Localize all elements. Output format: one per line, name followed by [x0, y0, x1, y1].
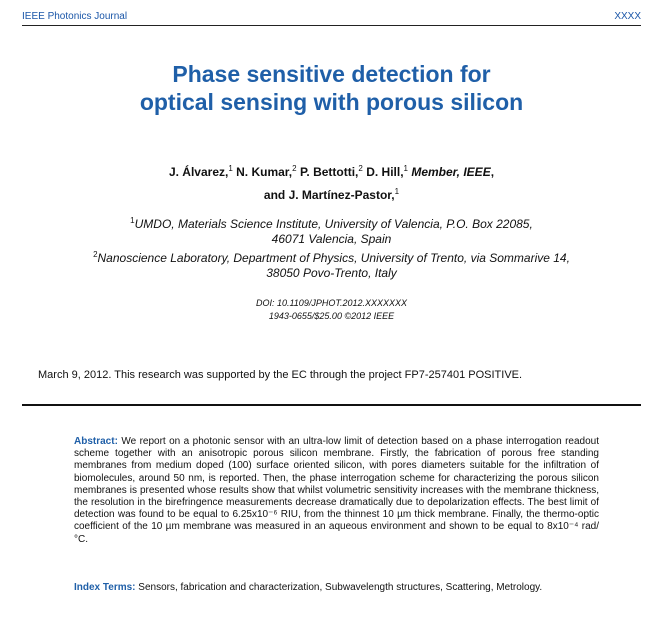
abstract: [74, 436, 599, 546]
abstract-label: Abstract:: [74, 436, 118, 447]
affiliation-1-line-1: $^1$UMDO, Materials Science Institute, University of Valencia, P.O. Box 22085,: [130, 216, 533, 231]
affiliations: [0, 213, 663, 281]
author-5: and J. Martínez-Pastor,: [263, 188, 395, 202]
authors-line-1: [0, 159, 663, 182]
paper-title: [0, 60, 663, 116]
author-1-affil: 1: [228, 164, 233, 173]
author-4-affil: 1: [403, 164, 408, 173]
index-terms: [74, 582, 599, 594]
abstract-text: We report on a photonic sensor with an ultra-low limit of detection based on a phase interrogation readout scheme together with an anisotropic porous silicon membrane. Firstly, the fabrication of porous free standing membranes from medium doped (100) surface oriented silicon, with pores diameters suitable for the infiltration of biomolecules, around 50 nm, is reported. Then, the phase interrogation scheme for characterizing the porous silicon membranes is presented whose results show that whilst volumetric sensitivity increases with the membrane thickness, the resolution in the birefringence measurements decrease dramatically due to depolarization effects. The best limit of detection was found to be equal to 6.25x10⁻⁶ RIU, from the thinnest 10 µm thick membrane. Finally, the thermo-optic coefficient of the 10 µm membrane was measured in an aqueous environment and shown to be equal to 8x10⁻⁴ rad/°C.: [74, 436, 599, 545]
copyright-line: 1943-0655/$25.00 ©2012 IEEE: [268, 311, 395, 321]
author-3-affil: 2: [358, 164, 363, 173]
author-2-affil: 2: [292, 164, 297, 173]
header-rule: [22, 25, 641, 26]
running-header: [22, 8, 641, 26]
article-code: XXXX: [614, 11, 641, 22]
affiliation-1-line-2: 46071 Valencia, Spain: [271, 232, 392, 246]
authors-line-2: [0, 182, 663, 205]
journal-name: IEEE Photonics Journal: [22, 11, 128, 22]
index-terms-label: Index Terms:: [74, 582, 136, 593]
affiliation-2-line-1: $^2$Nanoscience Laboratory, Department of Physics, University of Trento, via Sommarive 14,: [93, 250, 570, 265]
author-2: N. Kumar,: [236, 165, 293, 179]
author-3: P. Bettotti,: [299, 165, 359, 179]
index-terms-text: Sensors, fabrication and characterization, Subwavelength structures, Scattering, Metrology.: [138, 582, 543, 593]
author-4: D. Hill,: [366, 165, 404, 179]
doi-block: [0, 297, 663, 323]
author-5-affil: 1: [394, 187, 400, 196]
section-rule: [22, 404, 641, 406]
author-4-membership: Member, IEEE: [411, 165, 491, 179]
title-line-1: Phase sensitive detection for: [172, 61, 491, 87]
author-list: [0, 159, 663, 205]
affiliation-2-line-2: 38050 Povo-Trento, Italy: [266, 266, 397, 280]
title-line-2: optical sensing with porous silicon: [139, 89, 524, 115]
affiliation-2-marker: 2: [93, 250, 98, 259]
authors-comma: ,: [490, 165, 495, 179]
date-funding-note: March 9, 2012. This research was supported by the EC through the project FP7-257401 POSITIVE.: [38, 369, 523, 381]
affiliation-1-marker: 1: [130, 216, 135, 225]
doi-line: DOI: 10.1109/JPHOT.2012.XXXXXXX: [255, 298, 408, 308]
author-1: J. Álvarez,: [168, 165, 229, 179]
